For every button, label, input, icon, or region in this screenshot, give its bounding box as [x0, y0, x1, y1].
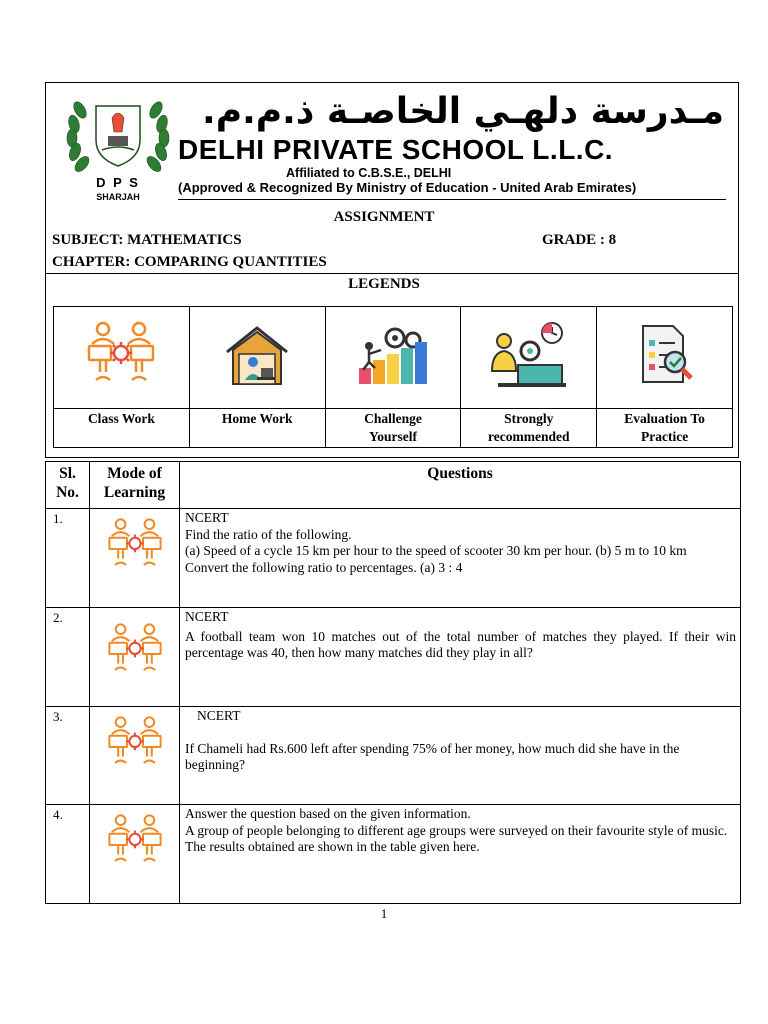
school-name-arabic: مـدرسة دلهـي الخاصـة ذ.م.م. — [202, 91, 724, 132]
question-cell: NCERT If Chameli had Rs.600 left after spending 75% of her money, how much did she have in the beginning? — [180, 707, 741, 805]
legends-title: LEGENDS — [348, 276, 420, 292]
class-work-icon — [86, 320, 156, 390]
table-row — [46, 608, 741, 707]
class-work-icon — [107, 622, 163, 678]
sl-no-cell: 4. — [46, 805, 90, 904]
sl-no-cell: 1. — [46, 509, 90, 608]
question-cell: NCERT A football team won 10 matches out of the total number of matches they played. If their win percentage was 40, then how many matches did they play in all? — [180, 608, 741, 707]
legend-label-evaluation: Evaluation To Practice — [597, 409, 733, 448]
legend-label-class-work: Class Work — [54, 409, 190, 448]
questions-header: Questions — [180, 462, 741, 509]
approval-text: (Approved & Recognized By Ministry of Education - United Arab Emirates) — [178, 180, 637, 195]
subject-line: SUBJECT: MATHEMATICS — [52, 232, 242, 248]
affiliation-text: Affiliated to C.B.S.E., DELHI — [286, 166, 452, 180]
questions-header-row — [46, 462, 741, 509]
school-logo — [62, 88, 174, 204]
legend-label-challenge: Challenge Yourself — [325, 409, 461, 448]
table-row — [46, 707, 741, 805]
mode-header: Mode of Learning — [90, 462, 180, 509]
mode-cell — [90, 707, 180, 805]
logo-text: D P S — [96, 175, 140, 190]
legend-cell-class-work — [54, 307, 190, 409]
header-divider — [178, 199, 726, 200]
question-cell: NCERT Find the ratio of the following. (a) Speed of a cycle 15 km per hour to the speed of scooter 30 km per hour. (b) 5 m to 10 km Convert the following ratio to percentages. (a) 3 : 4 — [180, 509, 741, 608]
challenge-icon — [353, 324, 433, 386]
legend-cell-strongly-recommended — [461, 307, 597, 409]
legend-cell-challenge — [325, 307, 461, 409]
class-work-icon — [107, 813, 163, 869]
mode-cell — [90, 608, 180, 707]
class-work-icon — [107, 715, 163, 771]
sl-no-cell: 2. — [46, 608, 90, 707]
assignment-title: ASSIGNMENT — [333, 209, 435, 225]
legend-label-strongly-recommended: Strongly recommended — [461, 409, 597, 448]
legends-table — [53, 306, 733, 448]
sl-no-cell: 3. — [46, 707, 90, 805]
page-number: 1 — [380, 906, 388, 921]
sl-no-header: Sl. No. — [46, 462, 90, 509]
grade-line: GRADE : 8 — [542, 232, 617, 248]
legend-label-home-work: Home Work — [189, 409, 325, 448]
class-work-icon — [107, 517, 163, 573]
mode-cell — [90, 509, 180, 608]
legend-cell-home-work — [189, 307, 325, 409]
question-cell: Answer the question based on the given information. A group of people belonging to different age groups were surveyed on their favourite style of music. The results obtained are shown in the table given here. — [180, 805, 741, 904]
legend-cell-evaluation — [597, 307, 733, 409]
strongly-recommended-icon — [488, 319, 570, 391]
logo-subtext: SHARJAH — [96, 192, 140, 202]
table-row — [46, 509, 741, 608]
school-name: DELHI PRIVATE SCHOOL L.L.C. — [178, 134, 614, 165]
table-row — [46, 805, 741, 904]
chapter-line: CHAPTER: COMPARING QUANTITIES — [52, 254, 327, 270]
home-work-icon — [223, 324, 291, 386]
evaluation-icon — [633, 322, 697, 388]
questions-table — [45, 461, 741, 904]
mode-cell — [90, 805, 180, 904]
